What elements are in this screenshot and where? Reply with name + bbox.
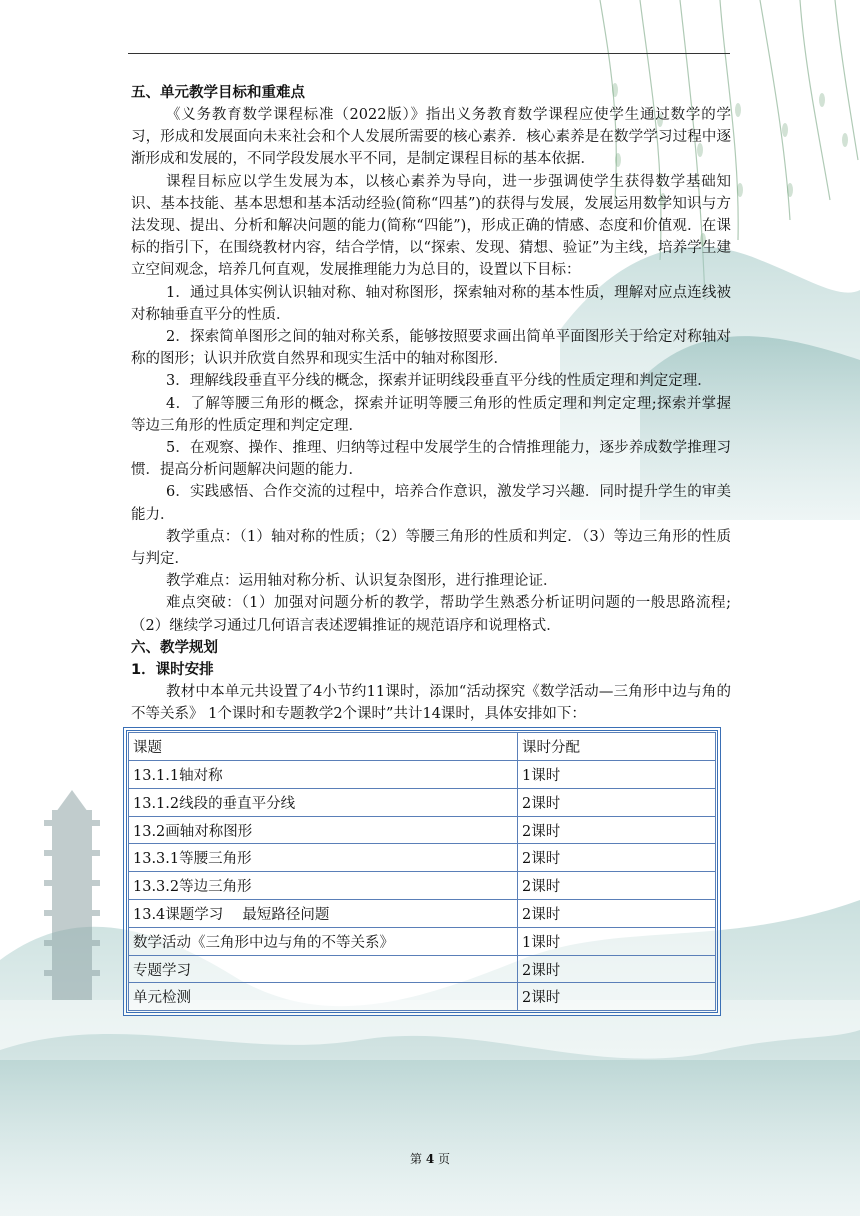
pagoda [44,790,100,1000]
cell-hours: 2课时 [518,983,716,1011]
goal-item: 4．了解等腰三角形的概念，探索并证明等腰三角形的性质定理和判定定理;探索并掌握等边三角形的性质定理和判定定理． [131,395,731,434]
cell-hours: 2课时 [518,816,716,844]
cell-hours: 2课时 [518,955,716,983]
cell-hours: 2课时 [518,844,716,872]
cell-topic: 13.3.2等边三角形 [129,872,518,900]
table-row [129,816,716,844]
cell-topic: 单元检测 [129,983,518,1011]
goal-item: 2．探索简单图形之间的轴对称关系，能够按照要求画出简单平面图形关于给定对称轴对称的图形；认识并欣赏自然界和现实生活中的轴对称图形． [131,329,731,368]
page-number: 4 [425,1152,435,1166]
cell-hours: 2课时 [518,872,716,900]
document-body [131,82,731,1016]
header-cell-hours: 课时分配 [518,733,716,761]
cell-topic: 13.4课题学习 最短路径问题 [129,900,518,928]
page-suffix: 页 [438,1152,451,1166]
cell-hours: 1课时 [518,761,716,789]
cell-hours: 2课时 [518,900,716,928]
subsection-heading: 1．课时安排 [131,661,214,678]
table-row [129,788,716,816]
cell-hours: 1课时 [518,927,716,955]
page-prefix: 第 [409,1152,422,1166]
schedule-table [128,732,716,1011]
table-row [129,872,716,900]
table-row [129,900,716,928]
table-row [129,844,716,872]
page-footer [0,1150,860,1167]
goal-item: 3．理解线段垂直平分线的概念，探索并证明线段垂直平分线的性质定理和判定定理． [166,373,712,390]
goal-item: 5．在观察、操作、推理、归纳等过程中发展学生的合情推理能力，逐步养成数学推理习惯．提高分析问题解决问题的能力． [131,440,731,479]
cell-topic: 13.2画轴对称图形 [129,816,518,844]
cell-topic: 13.1.1轴对称 [129,761,518,789]
schedule-table-frame [123,727,721,1016]
table-header-row [129,733,716,761]
cell-topic: 专题学习 [129,955,518,983]
header-cell-topic: 课题 [129,733,518,761]
table-row [129,761,716,789]
cell-hours: 2课时 [518,788,716,816]
goal-item: 1．通过具体实例认识轴对称、轴对称图形，探索轴对称的基本性质，理解对应点连线被对称轴垂直平分的性质． [131,284,731,323]
section-5-heading: 五、单元教学目标和重难点 [131,85,305,101]
goal-item: 6．实践感悟、合作交流的过程中，培养合作意识，激发学习兴趣．同时提升学生的审美能力． [131,484,731,523]
cell-topic: 13.1.2线段的垂直平分线 [129,788,518,816]
paragraph-course-goals: 课程目标应以学生发展为本，以核心素养为导向，进一步强调使学生获得数学基础知识、基本技能、基本思想和基本活动经验(简称“四基”)的获得与发展，发展运用数学知识与方法发现、提出、分析和解决问题的能力(简称“四能”)，形成正确的情感、态度和价值观．在课标的指引下，在围绕教材内容，结合学情，以“探索、发现、猜想、验证”为主线，培养学生建立空间观念，培养几何直观，发展推理能力为总目的，设置以下目标： [131,173,731,279]
cell-topic: 数学活动《三角形中边与角的不等关系》 [129,927,518,955]
paragraph-curriculum-standard: 《义务教育数学课程标准（2022版）》指出义务教育数学课程应使学生通过数学的学习，形成和发展面向未来社会和个人发展所需要的核心素养．核心素养是在数学学习过程中逐渐形成和发展的，不同学段发展水平不同，是制定课程目标的基本依据． [131,107,731,168]
breakthrough: 难点突破：（1）加强对问题分析的教学，帮助学生熟悉分析证明问题的一般思路流程;（2）继续学习通过几何语言表述逻辑推证的规范语序和说理格式． [131,595,731,634]
table-row [129,983,716,1011]
section-6-heading: 六、教学规划 [131,639,218,656]
table-row [129,955,716,983]
difficulties: 教学难点：运用轴对称分析、认识复杂图形，进行推理论证． [166,573,558,590]
cell-topic: 13.3.1等腰三角形 [129,844,518,872]
key-points: 教学重点：（1）轴对称的性质；（2）等腰三角形的性质和判定．（3）等边三角形的性质与判定． [131,528,731,568]
header-rule [128,53,730,54]
schedule-intro: 教材中本单元共设置了4小节约11课时，添加“活动探究《数学活动—三角形中边与角的不等关系》 1个课时和专题教学2个课时”共计14课时，具体安排如下： [131,683,731,723]
table-row [129,927,716,955]
